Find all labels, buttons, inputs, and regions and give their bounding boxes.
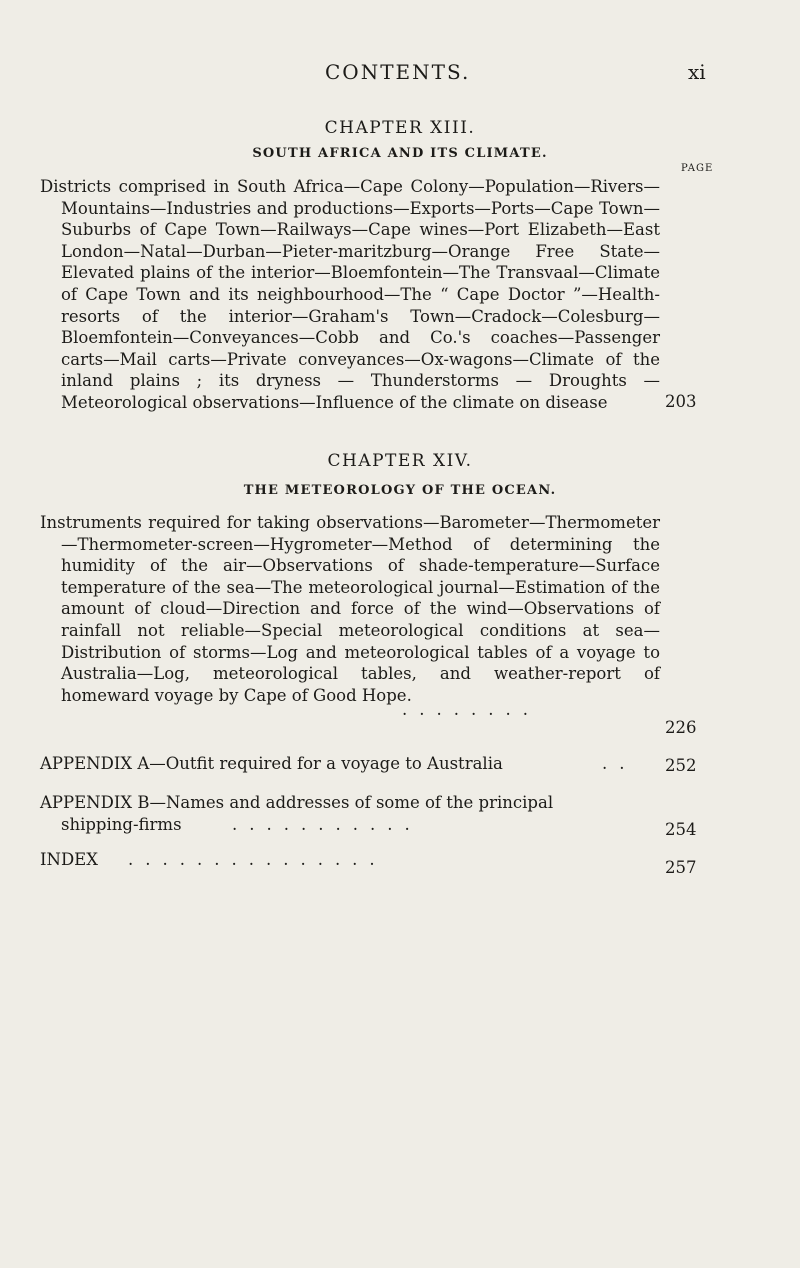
chapter-13-subtitle: SOUTH AFRICA AND ITS CLIMATE. <box>252 146 548 161</box>
leader-dots: ........ <box>402 700 540 719</box>
index-entry: INDEX <box>40 850 98 869</box>
page-folio: xi <box>688 60 706 84</box>
chapter-14-heading: CHAPTER XIV. <box>327 451 473 471</box>
appendix-a-entry: APPENDIX A—Outfit required for a voyage to Australia <box>40 754 503 773</box>
leader-dots: ........... <box>232 815 422 834</box>
chapter-14-subtitle: THE METEOROLOGY OF THE OCEAN. <box>243 483 557 498</box>
appendix-b-entry: APPENDIX B—Names and addresses of some of the principal <box>40 793 554 812</box>
leader-dots: ............... <box>128 850 387 869</box>
chapter-13-synopsis: Districts comprised in South Africa—Cape Colony—Population—Rivers—Mountains—Industries and productions—Exports—Ports—Cape Town—Suburbs of Cape Town—Railways—Cape wines—Port Elizabeth—East London—Natal—Durban—Pieter-maritzburg—Orange Free State—Elevated plains of the interior—Bloemfontein—The Transvaal—Climate of Cape Town and its neighbourhood—The “ Cape Doctor ”—Health-resorts of the interior—Graham's Town—Cradock—Colesburg—Bloemfontein—Conveyances—Cobb and Co.'s coaches—Passenger carts—Mail carts—Private conveyances—Ox-wagons—Climate of the inland plains ; its dryness — Thunderstorms — Droughts — Meteorological observations—Influence of the climate on disease <box>40 177 660 412</box>
index-page: 257 <box>665 858 697 877</box>
chapter-14-page: 226 <box>665 718 697 737</box>
running-head <box>0 60 800 90</box>
chapter-13-heading: CHAPTER XIII. <box>324 118 476 138</box>
page-column-label: PAGE <box>681 163 714 174</box>
running-title: CONTENTS. <box>325 60 471 84</box>
chapter-13-page: 203 <box>665 392 697 411</box>
appendix-b-entry-continued: shipping-firms <box>61 815 182 834</box>
appendix-a-page: 252 <box>665 756 697 775</box>
chapter-14-synopsis: Instruments required for taking observations—Barometer—Thermometer—Thermometer-screen—Hygrometer—Method of determining the humidity of the air—Observations of shade-temperature—Surface temperature of the sea—The meteorological journal—Estimation of the amount of cloud—Direction and force of the wind—Observations of rainfall not reliable—Special meteorological conditions at sea—Distribution of storms—Log and meteorological tables of a voyage to Australia—Log, meteorological tables, and weather-report of homeward voyage by Cape of Good Hope. <box>40 513 660 705</box>
appendix-b-page: 254 <box>665 820 697 839</box>
leader-dots: .. <box>602 754 637 773</box>
